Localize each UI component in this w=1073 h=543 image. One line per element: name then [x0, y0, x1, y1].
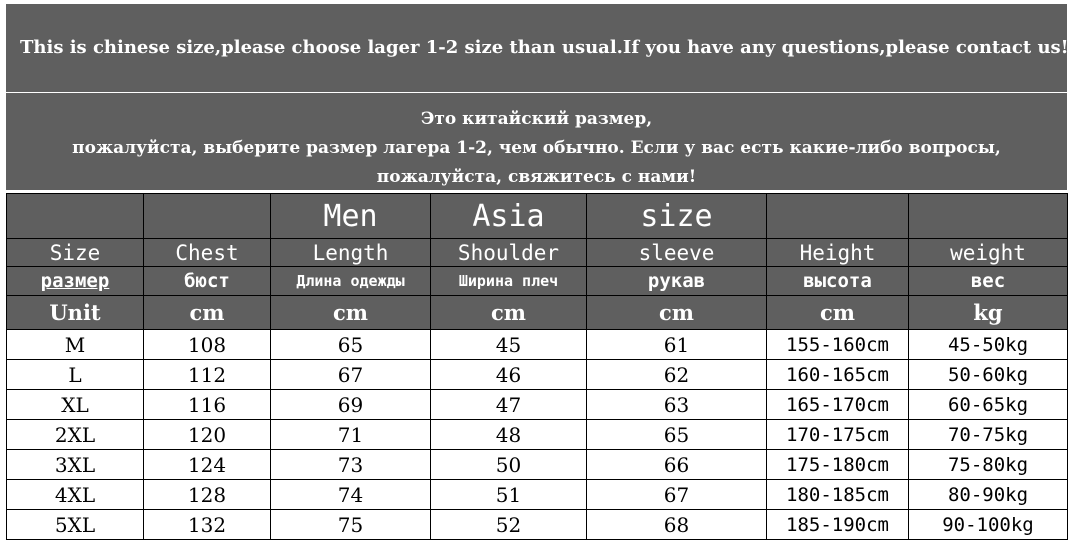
shoulder-cell: 45 — [431, 330, 587, 360]
shoulder-cell: 51 — [431, 480, 587, 510]
column-header-ru: рукав — [587, 267, 767, 296]
weight-cell: 80-90kg — [909, 480, 1068, 510]
chest-cell: 124 — [144, 450, 271, 480]
column-header-ru: Ширина плеч — [431, 267, 587, 296]
column-header: sleeve — [587, 239, 767, 267]
unit-cell: cm — [587, 296, 767, 330]
length-cell: 65 — [271, 330, 431, 360]
notice-russian-line: пожалуйста, свяжитесь с нами! — [376, 167, 697, 187]
weight-cell: 90-100kg — [909, 510, 1068, 540]
column-header: Height — [767, 239, 909, 267]
title-cell: size — [587, 194, 767, 239]
shoulder-cell: 50 — [431, 450, 587, 480]
title-cell — [144, 194, 271, 239]
unit-cell: kg — [909, 296, 1068, 330]
notice-russian-line: Это китайский размер, — [420, 109, 653, 129]
height-cell: 185-190cm — [767, 510, 909, 540]
column-header-ru: высота — [767, 267, 909, 296]
sleeve-cell: 61 — [587, 330, 767, 360]
chest-cell: 116 — [144, 390, 271, 420]
length-cell: 74 — [271, 480, 431, 510]
unit-cell: Unit — [7, 296, 144, 330]
height-cell: 180-185cm — [767, 480, 909, 510]
size-cell: 2XL — [7, 420, 144, 450]
unit-cell: cm — [144, 296, 271, 330]
column-header: Length — [271, 239, 431, 267]
column-header-ru: размер — [7, 267, 144, 296]
length-cell: 69 — [271, 390, 431, 420]
title-cell — [767, 194, 909, 239]
weight-cell: 70-75kg — [909, 420, 1068, 450]
title-cell — [909, 194, 1068, 239]
size-cell: 3XL — [7, 450, 144, 480]
size-cell: L — [7, 360, 144, 390]
sleeve-cell: 62 — [587, 360, 767, 390]
length-cell: 67 — [271, 360, 431, 390]
weight-cell: 50-60kg — [909, 360, 1068, 390]
notice-russian-line: пожалуйста, выберите размер лагера 1-2, чем обычно. Если у вас есть какие-либо вопросы, — [72, 138, 1001, 158]
table-row — [7, 420, 1068, 450]
size-cell: XL — [7, 390, 144, 420]
title-cell: Men — [271, 194, 431, 239]
table-row — [7, 330, 1068, 360]
sleeve-cell: 63 — [587, 390, 767, 420]
unit-cell: cm — [767, 296, 909, 330]
height-cell: 165-170cm — [767, 390, 909, 420]
unit-cell: cm — [431, 296, 587, 330]
weight-cell: 45-50kg — [909, 330, 1068, 360]
column-header: Chest — [144, 239, 271, 267]
header-row-russian — [7, 267, 1068, 296]
sleeve-cell: 66 — [587, 450, 767, 480]
height-cell: 160-165cm — [767, 360, 909, 390]
chest-cell: 112 — [144, 360, 271, 390]
length-cell: 71 — [271, 420, 431, 450]
chest-cell: 132 — [144, 510, 271, 540]
table-row — [7, 390, 1068, 420]
length-cell: 75 — [271, 510, 431, 540]
title-cell: Asia — [431, 194, 587, 239]
height-cell: 175-180cm — [767, 450, 909, 480]
sleeve-cell: 65 — [587, 420, 767, 450]
shoulder-cell: 52 — [431, 510, 587, 540]
shoulder-cell: 48 — [431, 420, 587, 450]
column-header-ru: Длина одежды — [271, 267, 431, 296]
header-row-english — [7, 239, 1068, 267]
unit-cell: cm — [271, 296, 431, 330]
height-cell: 170-175cm — [767, 420, 909, 450]
title-cell — [7, 194, 144, 239]
table-row — [7, 360, 1068, 390]
unit-row — [7, 296, 1068, 330]
shoulder-cell: 47 — [431, 390, 587, 420]
column-header: weight — [909, 239, 1068, 267]
chest-cell: 120 — [144, 420, 271, 450]
column-header-ru: бюст — [144, 267, 271, 296]
notice-russian — [6, 93, 1067, 190]
column-header: Size — [7, 239, 144, 267]
sleeve-cell: 67 — [587, 480, 767, 510]
size-cell: M — [7, 330, 144, 360]
table-row — [7, 450, 1068, 480]
title-row — [7, 194, 1068, 239]
column-header-ru: вес — [909, 267, 1068, 296]
column-header: Shoulder — [431, 239, 587, 267]
weight-cell: 75-80kg — [909, 450, 1068, 480]
size-table — [6, 193, 1068, 540]
height-cell: 155-160cm — [767, 330, 909, 360]
chest-cell: 128 — [144, 480, 271, 510]
table-row — [7, 510, 1068, 540]
shoulder-cell: 46 — [431, 360, 587, 390]
notice-english: This is chinese size,please choose lager 1-2 size than usual.If you have any questions,please contact us! — [6, 4, 1067, 92]
size-cell: 5XL — [7, 510, 144, 540]
length-cell: 73 — [271, 450, 431, 480]
chest-cell: 108 — [144, 330, 271, 360]
size-cell: 4XL — [7, 480, 144, 510]
weight-cell: 60-65kg — [909, 390, 1068, 420]
sleeve-cell: 68 — [587, 510, 767, 540]
table-row — [7, 480, 1068, 510]
